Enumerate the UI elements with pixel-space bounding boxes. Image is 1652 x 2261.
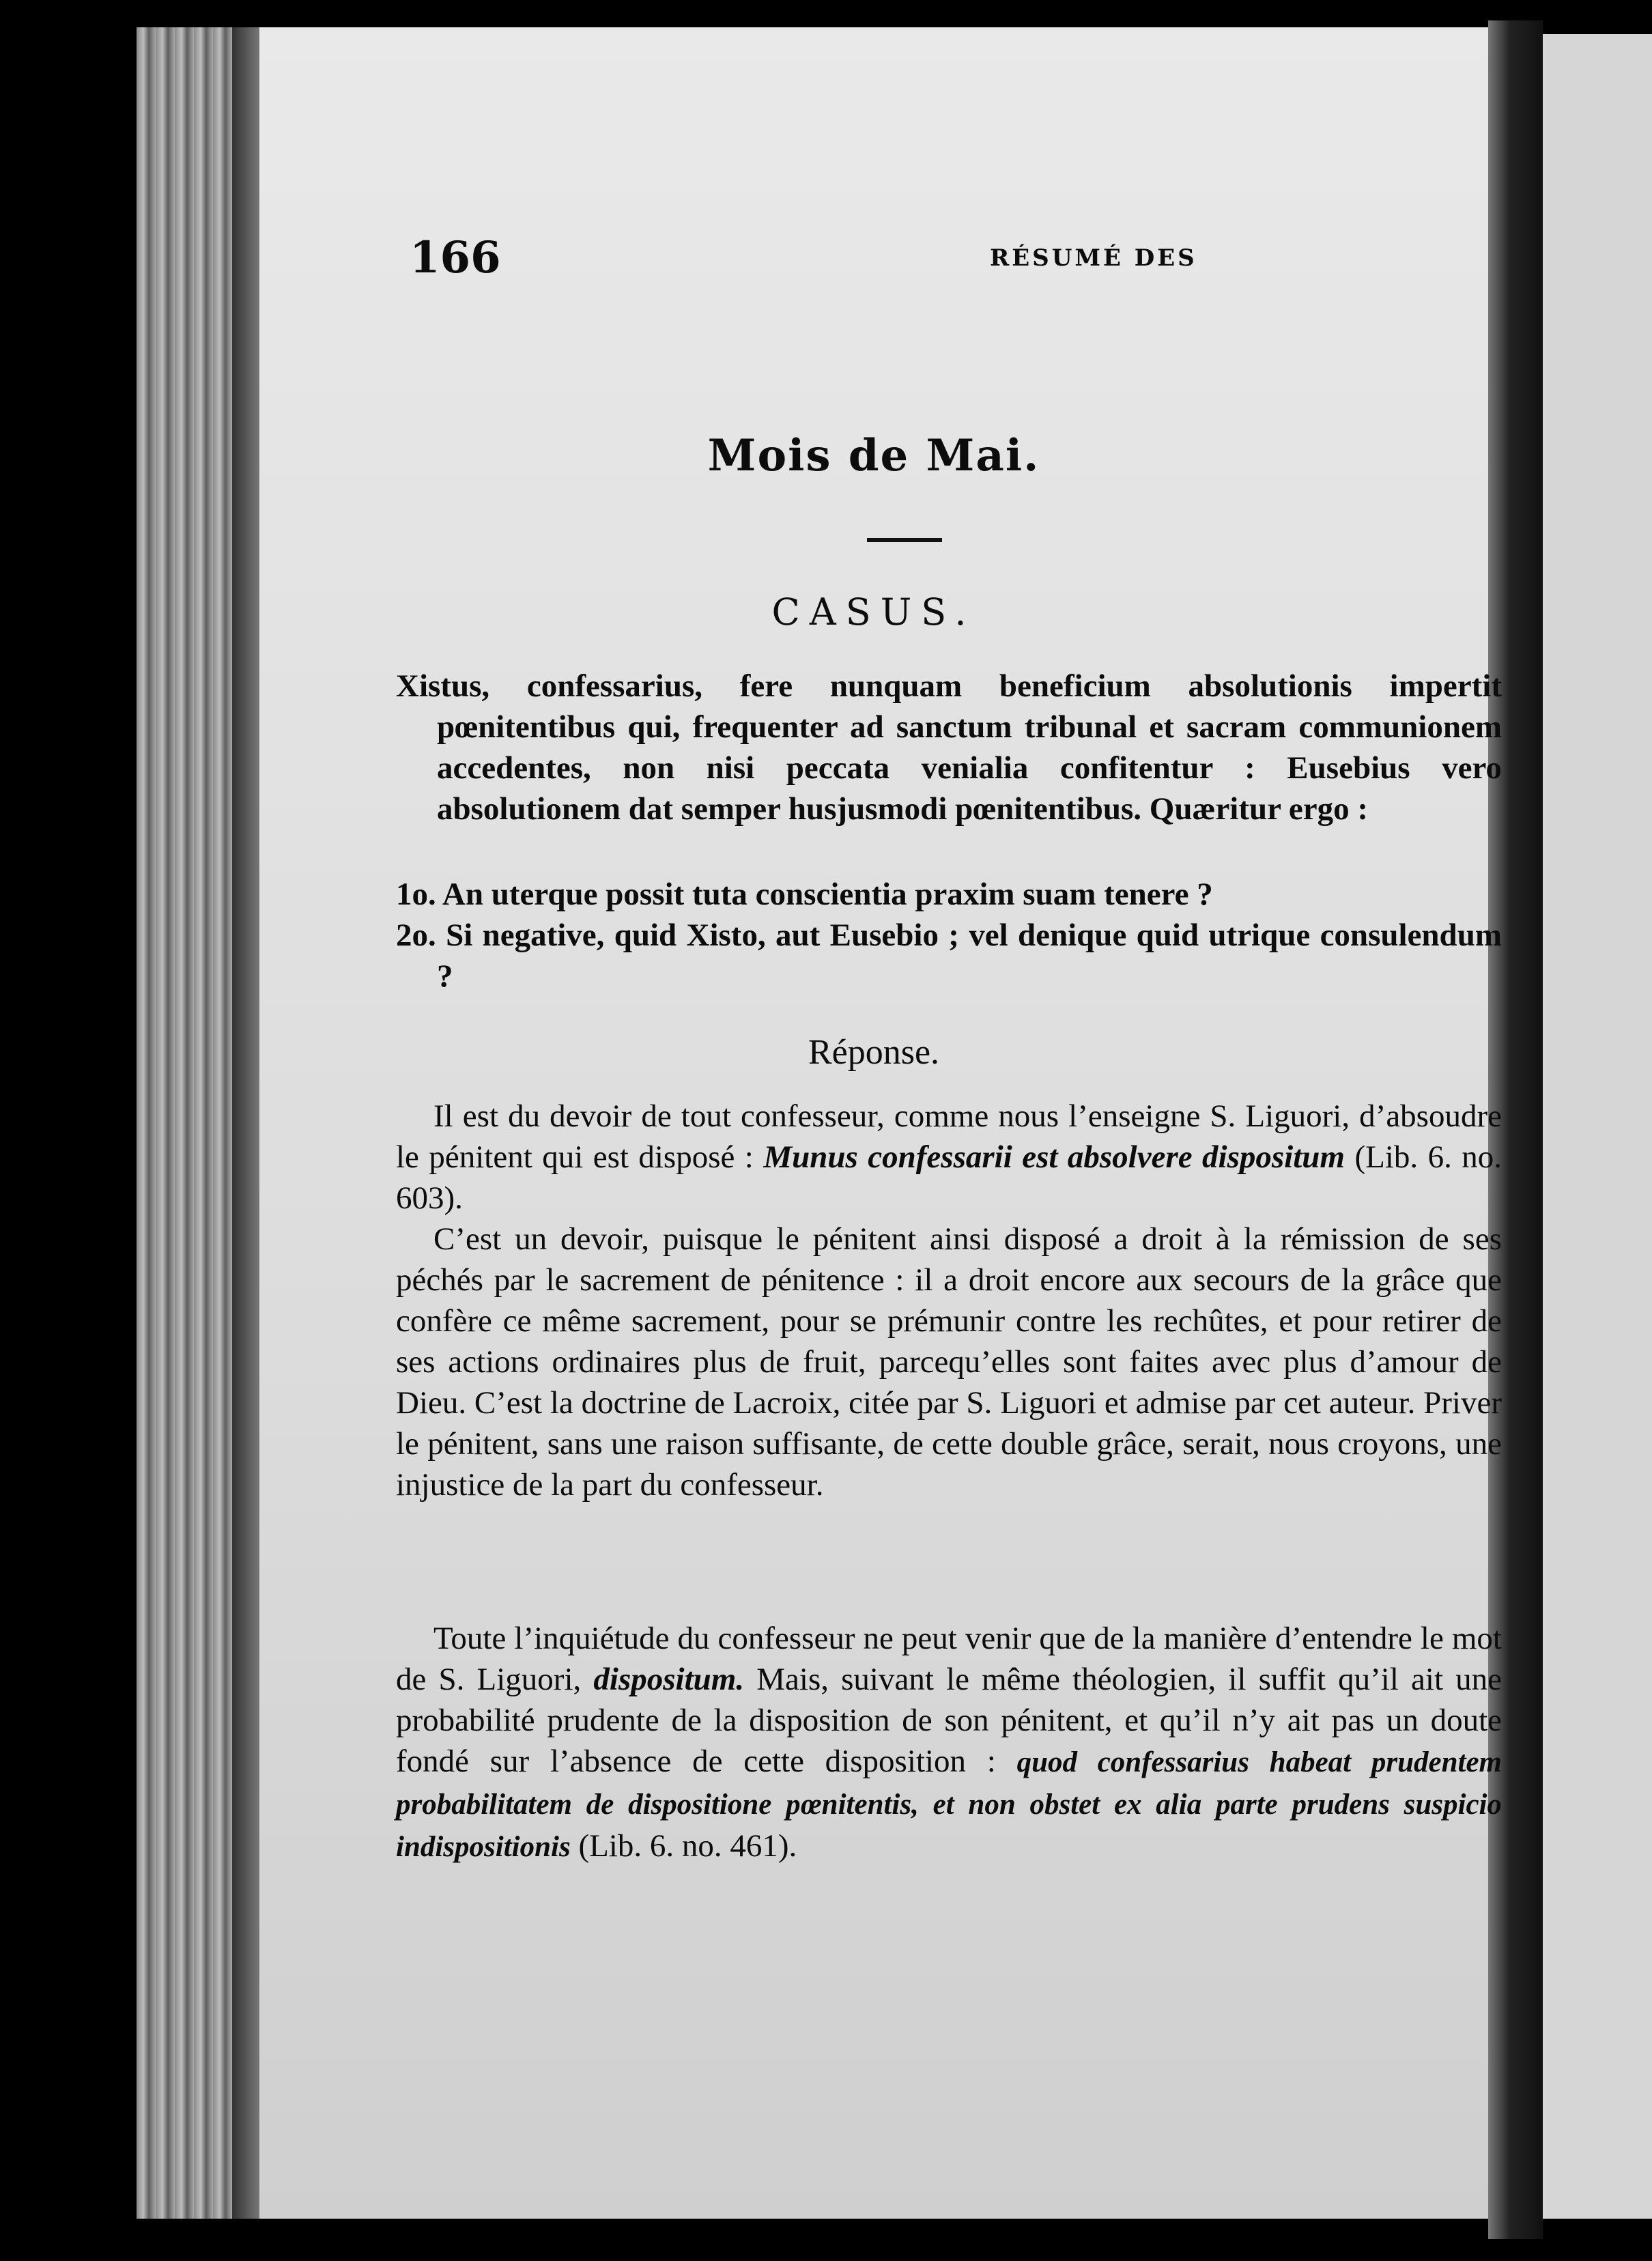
page-header [410, 232, 1461, 287]
question-2-text: 2o. Si negative, quid Xisto, aut Eusebio ; vel denique quid utrique consulendum ? [396, 918, 1502, 994]
page-number: 166 [410, 232, 501, 283]
p2-text: C’est un devoir, puisque le pénitent ainsi disposé a droit à la rémission de ses péchés par le sacrement de pénitence : il a droit encore aux secours de la grâce que confère ce même sacrement, pour se prémunir contre les rechûtes, et pour retirer de ses actions ordinaires plus de fruit, parcequ’elles sont faites avec plus d’amour de Dieu. C’est la doctrine de Lacroix, citée par S. Liguori et admise par cet auteur. Priver le pénitent, sans une raison suffisante, de cette double grâce, serait, nous croyons, une injustice de la part du confesseur. [396, 1221, 1502, 1503]
reponse-heading: Réponse. [808, 1033, 940, 1072]
reponse-paragraph-3 [396, 1618, 1502, 1868]
month-title: Mois de Mai. [707, 430, 1040, 481]
p1-text: Il est du devoir de tout confesseur, comme nous l’enseigne S. Liguori, d’absoudre le pénitent qui est disposé : [396, 1098, 1502, 1175]
question-2 [396, 915, 1502, 997]
p3-latin-quote: quod confessarius habeat prudentem probabilitatem de dispositione pœnitentis, et non obstet ex alia parte prudens suspicio indispositionis [396, 1746, 1502, 1863]
book-spine-shadow [232, 27, 259, 2219]
p1-latin-quote: Munus confessarii est absolvere dispositum [763, 1139, 1345, 1175]
casus-heading: CASUS. [771, 591, 976, 634]
question-1 [396, 874, 1502, 915]
book-page [259, 27, 1503, 2219]
p3-text-b: Mais, suivant le même théologien, il suffit qu’il ait une probabilité prudente de la disposition de son pénitent, et qu’il n’y ait pas un doute fondé sur l’absence de cette disposition : [396, 1662, 1502, 1779]
p1-reference: (Lib. 6. no. 603). [396, 1139, 1503, 1216]
title-rule [867, 538, 942, 542]
reponse-paragraph-1 [396, 1096, 1502, 1219]
facing-page [1543, 34, 1652, 2219]
running-head: RÉSUMÉ DES [990, 244, 1197, 272]
casus-text [396, 666, 1502, 829]
reponse-paragraph-2 [396, 1219, 1502, 1505]
casus-paragraph: Xistus, confessarius, fere nunquam beneficium absolutionis impertit pœnitentibus qui, frequenter ad sanctum tribunal et sacram communionem accedentes, non nisi peccata venialia confitentur : Eusebius vero absolutionem dat semper husjusmodi pœnitentibus. Quæritur ergo : [396, 668, 1502, 827]
p3-text-a: Toute l’inquiétude du confesseur ne peut venir que de la manière d’entendre le mot de S. Liguori, [396, 1621, 1502, 1697]
p3-reference: (Lib. 6. no. 461). [578, 1828, 797, 1864]
p3-keyword: dispositum. [593, 1662, 745, 1697]
question-1-text: 1o. An uterque possit tuta conscientia praxim suam tenere ? [396, 877, 1213, 912]
